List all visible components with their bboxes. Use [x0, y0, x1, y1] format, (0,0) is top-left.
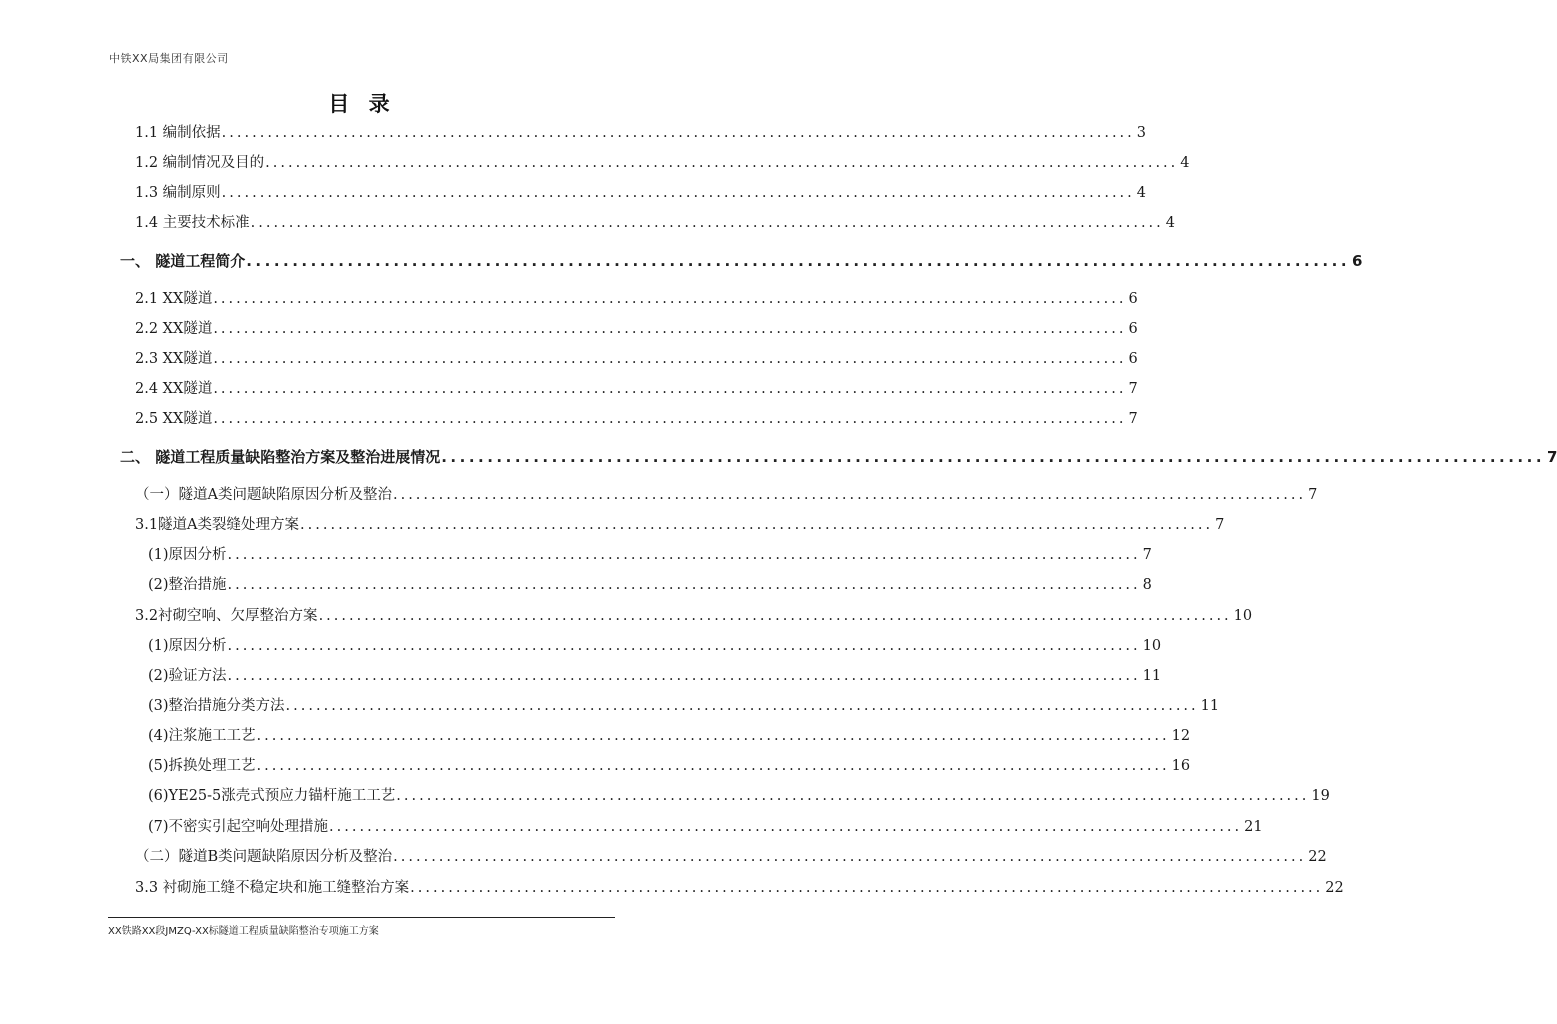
- toc-dot-leader: ........................................................................................................................: [393, 849, 1307, 865]
- toc-page-number: 6: [1352, 252, 1363, 270]
- toc-page-number: 7: [1128, 381, 1138, 397]
- toc-entry: [135, 348, 1138, 370]
- toc-page-number: 6: [1128, 321, 1138, 337]
- toc-dot-leader: ........................................................................................................................: [246, 252, 1351, 270]
- toc-entry-title: 二、 隧道工程质量缺陷整治方案及整治进展情况: [120, 448, 441, 466]
- toc-page-number: 8: [1142, 577, 1152, 593]
- toc-entry: [135, 152, 1190, 174]
- toc-dot-leader: ........................................................................................................................: [213, 291, 1127, 307]
- toc-entry: [148, 816, 1263, 838]
- toc-page-number: 10: [1233, 608, 1253, 624]
- toc-dot-leader: ........................................................................................................................: [285, 698, 1199, 714]
- toc-dot-leader: ........................................................................................................................: [250, 215, 1164, 231]
- toc-entry: [148, 755, 1191, 777]
- toc-dot-leader: ........................................................................................................................: [392, 487, 1307, 503]
- toc-entry: [135, 605, 1253, 627]
- toc-entry: [135, 877, 1344, 899]
- toc-entry: [120, 446, 1557, 468]
- toc-page-number: 10: [1142, 638, 1162, 654]
- toc-page-number: 4: [1180, 155, 1190, 171]
- toc-page-number: 21: [1244, 819, 1263, 835]
- toc-entry: [135, 122, 1147, 144]
- toc-dot-leader: ........................................................................................................................: [227, 638, 1141, 654]
- toc-page-number: 22: [1308, 849, 1327, 865]
- toc-dot-leader: ........................................................................................................................: [227, 577, 1141, 593]
- toc-dot-leader: ........................................................................................................................: [396, 788, 1310, 804]
- toc-entry-title: (7)不密实引起空响处理措施: [148, 819, 329, 835]
- toc-page-number: 16: [1171, 758, 1191, 774]
- page-title: 目 录: [328, 92, 396, 116]
- toc-dot-leader: ........................................................................................................................: [221, 185, 1135, 201]
- toc-entry-title: 1.2 编制情况及目的: [135, 155, 265, 171]
- toc-entry: [135, 846, 1327, 868]
- toc-entry-title: (2)整治措施: [148, 577, 227, 593]
- toc-dot-leader: ........................................................................................................................: [265, 155, 1179, 171]
- toc-entry: [135, 514, 1225, 536]
- footer-divider: [108, 917, 615, 918]
- toc-dot-leader: ........................................................................................................................: [256, 728, 1170, 744]
- toc-entry-title: (1)原因分析: [148, 547, 227, 563]
- toc-page-number: 7: [1215, 517, 1225, 533]
- toc-entry-title: (4)注浆施工工艺: [148, 728, 256, 744]
- toc-dot-leader: ........................................................................................................................: [213, 381, 1127, 397]
- toc-entry: [135, 182, 1147, 204]
- toc-dot-leader: ........................................................................................................................: [213, 411, 1127, 427]
- page-footer: XX铁路XX段JMZQ-XX标隧道工程质量缺陷整治专项施工方案: [108, 926, 379, 937]
- toc-page-number: 4: [1136, 185, 1147, 201]
- toc-entry-title: 一、 隧道工程简介: [120, 252, 246, 270]
- toc-entry: [135, 484, 1318, 506]
- toc-page-number: 7: [1142, 547, 1152, 563]
- toc-entry-title: 3.3 衬砌施工缝不稳定块和施工缝整治方案: [135, 880, 410, 896]
- toc-entry-title: (3)整治措施分类方法: [148, 698, 285, 714]
- toc-entry: [148, 725, 1191, 747]
- toc-entry: [135, 378, 1138, 400]
- toc-entry: [148, 665, 1162, 687]
- toc-entry-title: (5)拆换处理工艺: [148, 758, 256, 774]
- toc-entry: [148, 695, 1220, 717]
- toc-entry-title: 1.1 编制依据: [135, 125, 221, 141]
- toc-entry-title: 3.2衬砌空响、欠厚整治方案: [135, 608, 318, 624]
- toc-dot-leader: ........................................................................................................................: [213, 351, 1127, 367]
- toc-entry-title: (6)YE25-5涨壳式预应力锚杆施工工艺: [148, 788, 396, 804]
- toc-dot-leader: ........................................................................................................................: [318, 608, 1232, 624]
- toc-entry-title: 2.3 XX隧道: [135, 351, 213, 367]
- toc-page-number: 7: [1128, 411, 1138, 427]
- toc-dot-leader: ........................................................................................................................: [213, 321, 1127, 337]
- toc-entry-title: 3.1隧道A类裂缝处理方案: [135, 517, 300, 533]
- toc-entry: [148, 635, 1162, 657]
- toc-dot-leader: ........................................................................................................................: [300, 517, 1214, 533]
- toc-page-number: 7: [1308, 487, 1318, 503]
- toc-entry-title: 1.3 编制原则: [135, 185, 221, 201]
- page-header: 中铁XX局集团有限公司: [109, 52, 229, 65]
- toc-entry-title: （二）隧道B类问题缺陷原因分析及整治: [135, 849, 393, 865]
- toc-entry: [120, 250, 1363, 272]
- toc-page-number: 11: [1200, 698, 1220, 714]
- toc-entry: [135, 288, 1138, 310]
- toc-page-number: 4: [1165, 215, 1176, 231]
- toc-page-number: 7: [1547, 448, 1557, 466]
- toc-entry-title: 2.2 XX隧道: [135, 321, 213, 337]
- toc-page-number: 12: [1171, 728, 1191, 744]
- toc-page-number: 11: [1142, 668, 1162, 684]
- toc-page-number: 22: [1325, 880, 1344, 896]
- toc-entry: [135, 212, 1176, 234]
- toc-dot-leader: ........................................................................................................................: [410, 880, 1324, 896]
- toc-dot-leader: ........................................................................................................................: [227, 547, 1141, 563]
- toc-entry-title: 2.1 XX隧道: [135, 291, 213, 307]
- toc-entry-title: 2.5 XX隧道: [135, 411, 213, 427]
- toc-dot-leader: ........................................................................................................................: [221, 125, 1135, 141]
- toc-entry-title: 1.4 主要技术标准: [135, 215, 250, 231]
- toc-entry: [148, 574, 1152, 596]
- toc-entry: [148, 544, 1152, 566]
- toc-entry: [148, 785, 1330, 807]
- toc-entry-title: (1)原因分析: [148, 638, 227, 654]
- toc-page-number: 19: [1311, 788, 1330, 804]
- toc-entry-title: 2.4 XX隧道: [135, 381, 213, 397]
- toc-page-number: 3: [1136, 125, 1147, 141]
- toc-entry-title: (2)验证方法: [148, 668, 227, 684]
- toc-entry: [135, 318, 1138, 340]
- toc-dot-leader: ........................................................................................................................: [256, 758, 1170, 774]
- toc-dot-leader: ........................................................................................................................: [441, 448, 1546, 466]
- toc-entry: [135, 408, 1138, 430]
- toc-page-number: 6: [1128, 351, 1138, 367]
- toc-entry-title: （一）隧道A类问题缺陷原因分析及整治: [135, 487, 392, 503]
- toc-dot-leader: ........................................................................................................................: [227, 668, 1141, 684]
- toc-page-number: 6: [1128, 291, 1138, 307]
- toc-dot-leader: ........................................................................................................................: [329, 819, 1243, 835]
